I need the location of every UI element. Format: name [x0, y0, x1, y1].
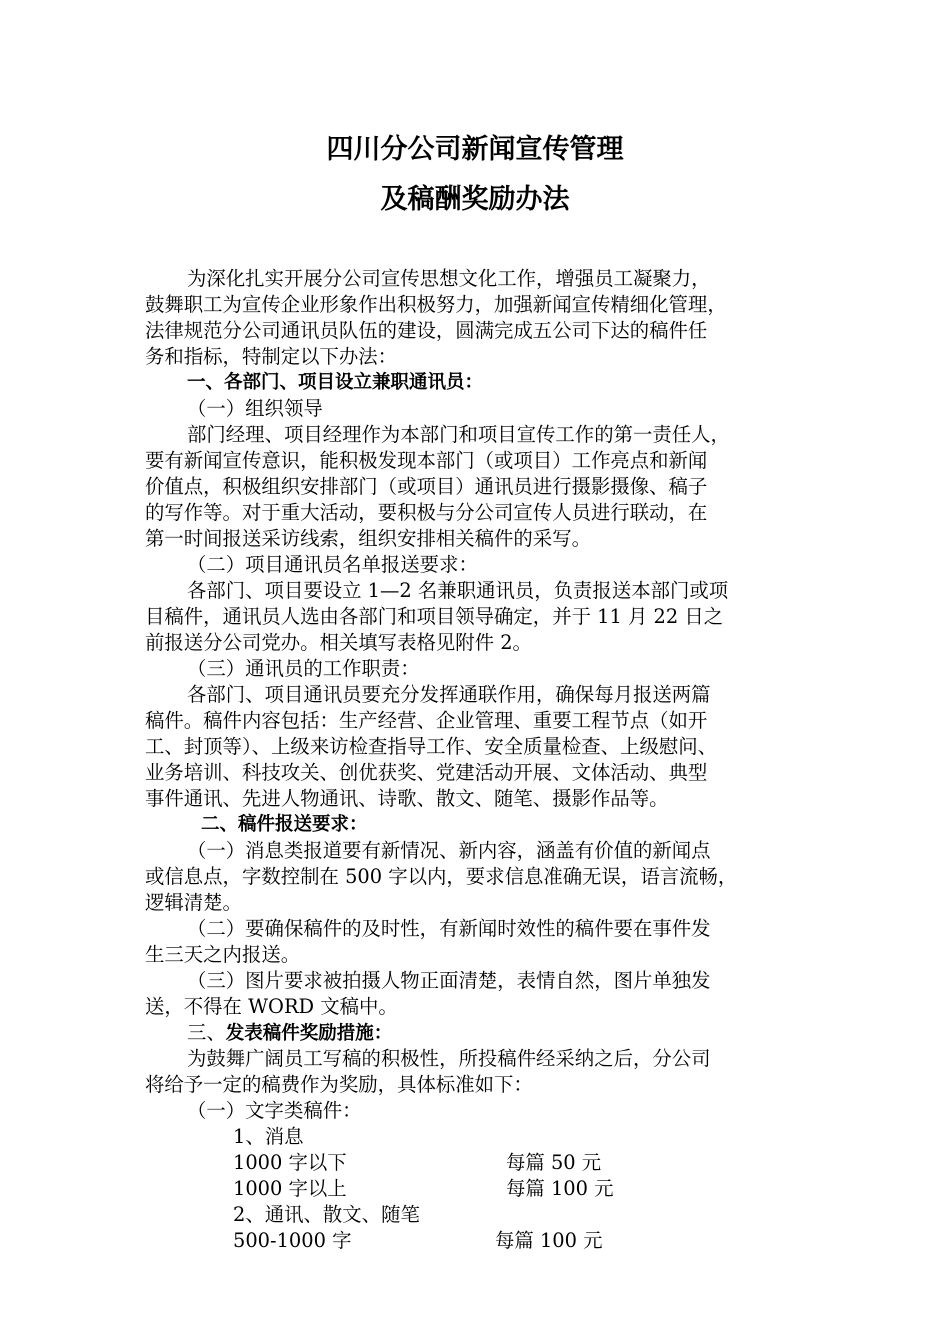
section-1-2-heading: （二）项目通讯员名单报送要求：: [187, 553, 478, 576]
document-title-line-1: 四川分公司新闻宣传管理: [326, 134, 624, 165]
paragraph-line: 为鼓舞广阔员工写稿的积极性，所投稿件经采纳之后，分公司: [187, 1047, 711, 1070]
fee-label: 500-1000 字: [233, 1229, 352, 1252]
paragraph-line: 要有新闻宣传意识，能积极发现本部门（或项目）工作亮点和新闻: [145, 449, 708, 472]
paragraph-line: 生三天之内报送。: [145, 943, 301, 966]
intro-line: 为深化扎实开展分公司宣传思想文化工作，增强员工凝聚力，: [187, 267, 711, 290]
paragraph-line: 的写作等。对于重大活动，要积极与分公司宣传人员进行联动，在: [145, 501, 708, 524]
paragraph-line: 逻辑清楚。: [145, 891, 242, 914]
paragraph-line: 各部门、项目通讯员要充分发挥通联作用，确保每月报送两篇: [187, 683, 711, 706]
paragraph-line: 工、封顶等）、上级来访检查指导工作、安全质量检查、上级慰问、: [145, 735, 718, 758]
fee-group-heading: 1、消息: [233, 1125, 304, 1148]
paragraph-line: 或信息点，字数控制在 500 字以内，要求信息准确无误，语言流畅，: [145, 865, 738, 888]
paragraph-line: 稿件。稿件内容包括：生产经营、企业管理、重要工程节点（如开: [145, 709, 708, 732]
document-title-line-2: 及稿酬奖励办法: [380, 184, 570, 215]
paragraph-line: （二）要确保稿件的及时性，有新闻时效性的稿件要在事件发: [187, 917, 711, 940]
intro-line: 法律规范分公司通讯员队伍的建设，圆满完成五公司下达的稿件任: [145, 319, 708, 342]
fee-value: 每篇 100 元: [495, 1229, 603, 1252]
paragraph-line: 各部门、项目要设立 1—2 名兼职通讯员，负责报送本部门或项: [187, 579, 729, 602]
fee-row: [145, 1228, 810, 1254]
section-3-1-heading: （一）文字类稿件：: [187, 1099, 362, 1122]
paragraph-line: 业务培训、科技攻关、创优获奖、党建活动开展、文体活动、典型: [145, 761, 708, 784]
fee-row: [145, 1176, 810, 1202]
paragraph-line: 事件通讯、先进人物通讯、诗歌、散文、随笔、摄影作品等。: [145, 787, 669, 810]
section-3-title: 发表稿件奖励措施：: [225, 1023, 393, 1044]
intro-line: 鼓舞职工为宣传企业形象作出积极努力，加强新闻宣传精细化管理，: [145, 293, 727, 316]
paragraph-line: （一）消息类报道要有新情况、新内容，涵盖有价值的新闻点: [187, 839, 711, 862]
fee-value: 每篇 50 元: [506, 1151, 602, 1174]
section-1-3-heading: （三）通讯员的工作职责：: [187, 657, 420, 680]
fee-label: 1000 字以下: [233, 1151, 347, 1174]
fee-row: [145, 1150, 810, 1176]
paragraph-line: 价值点，积极组织安排部门（或项目）通讯员进行摄影摄像、稿子: [145, 475, 708, 498]
paragraph-line: 第一时间报送采访线索，组织安排相关稿件的采写。: [145, 527, 591, 550]
document-body: [145, 266, 810, 1254]
intro-line: 务和指标，特制定以下办法：: [145, 345, 398, 368]
paragraph-line: 部门经理、项目经理作为本部门和项目宣传工作的第一责任人，: [187, 423, 730, 446]
paragraph-line: 目稿件，通讯员人选由各部门和项目领导确定，并于 11 月 22 日之: [145, 605, 724, 628]
fee-value: 每篇 100 元: [506, 1177, 614, 1200]
section-3-number: 三、: [187, 1021, 226, 1044]
paragraph-line: （三）图片要求被拍摄人物正面清楚，表情自然，图片单独发: [187, 969, 711, 992]
section-1-1-heading: （一）组织领导: [187, 397, 323, 420]
fee-group-heading: 2、通讯、散文、随笔: [233, 1203, 420, 1226]
fee-label: 1000 字以上: [233, 1177, 347, 1200]
paragraph-line: 前报送分公司党办。相关填写表格见附件 2。: [145, 631, 532, 654]
paragraph-line: 将给予一定的稿费作为奖励，具体标准如下：: [145, 1073, 533, 1096]
paragraph-line: 送，不得在 WORD 文稿中。: [145, 995, 398, 1018]
section-2-heading: 二、稿件报送要求：: [201, 814, 368, 835]
section-1-heading: 一、各部门、项目设立兼职通讯员：: [187, 372, 484, 393]
section-3-heading: [145, 1020, 810, 1046]
